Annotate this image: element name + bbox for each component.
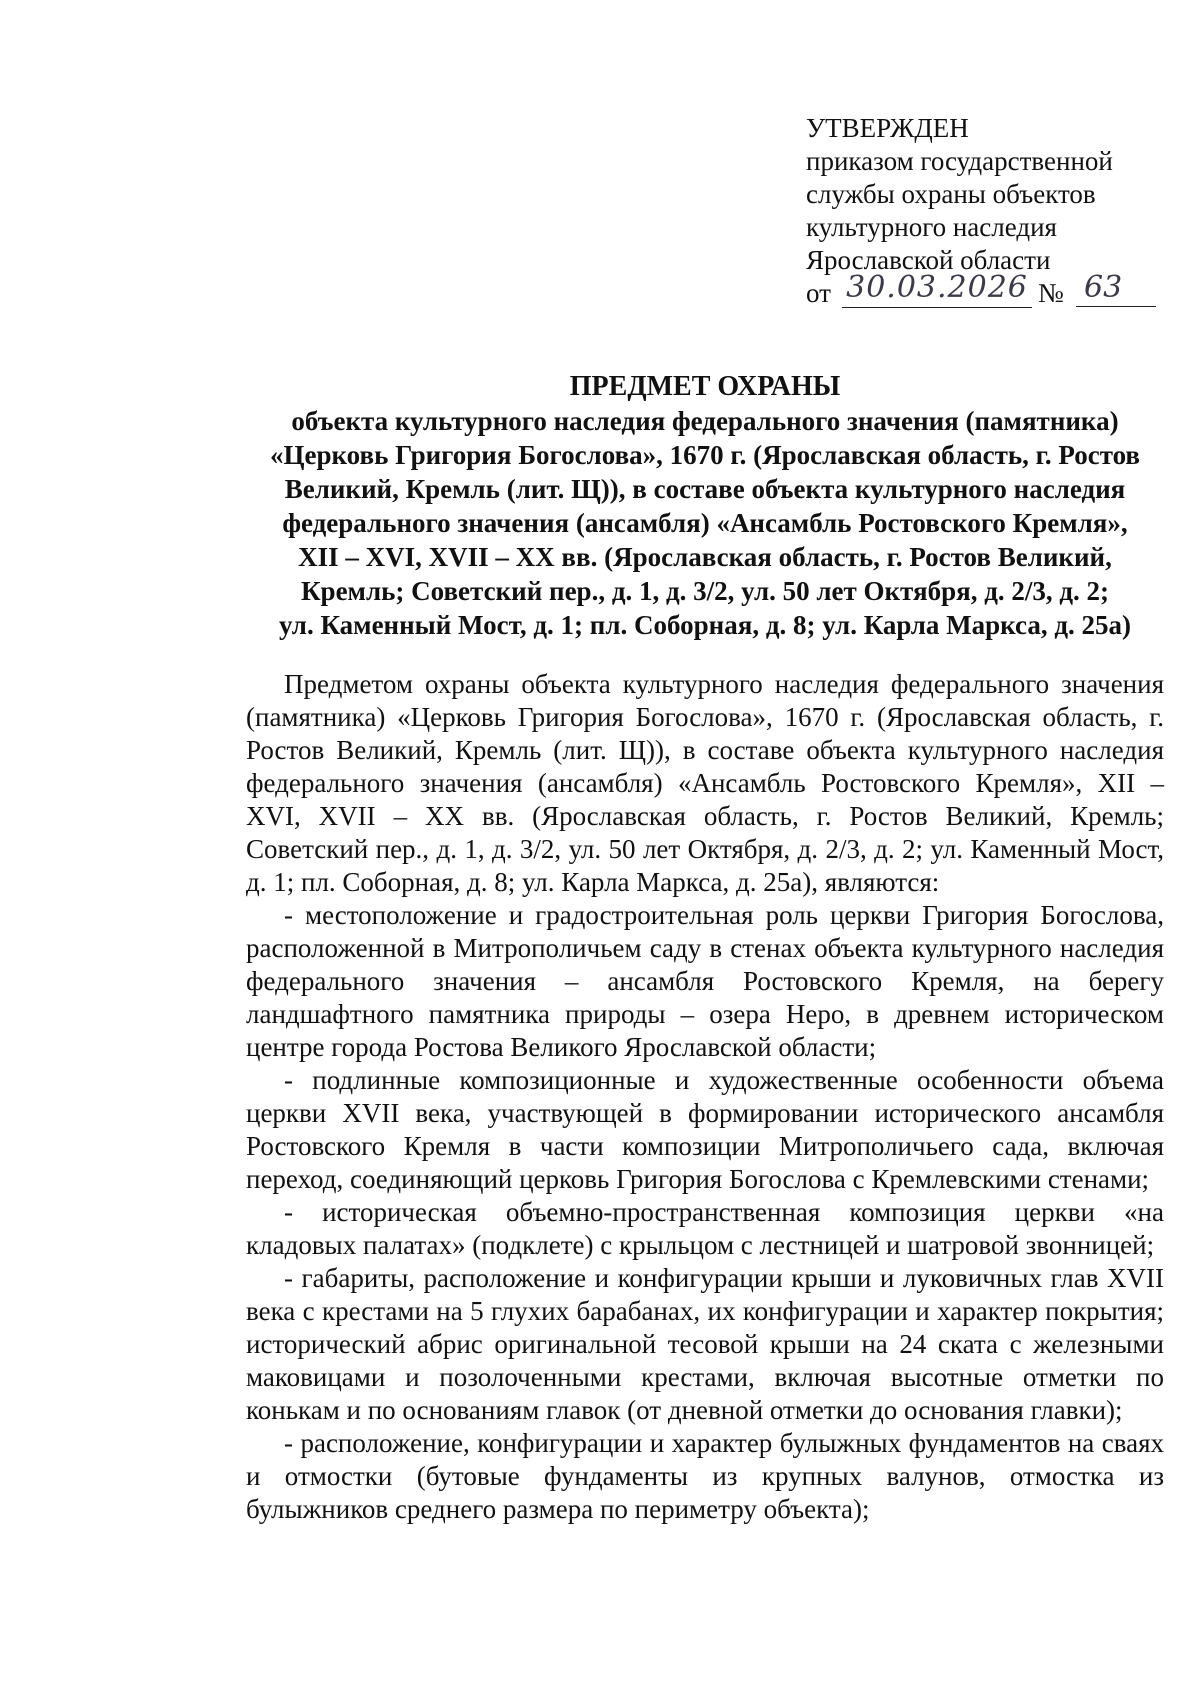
approval-line: Ярославской области [806, 245, 1051, 275]
title-subtitle-line: XII – XVI, XVII – XX вв. (Ярославская область, г. Ростов Великий, [298, 542, 1112, 572]
list-item: - габариты, расположение и конфигурации крыши и луковичных глав XVII века с крестами на 5 глухих барабанах, их конфигурации и характер покрытия; исторический абрис оригинальной тесовой крыши на 24 ската с железными маковицами и позолоченными крестами, включая высотные отметки по конькам и по основаниям главок (от дневной отметки до основания главки); [246, 1263, 1164, 1425]
date-prefix: от [806, 278, 831, 308]
document-title: ПРЕДМЕТ ОХРАНЫ [569, 371, 841, 402]
title-subtitle-line: «Церковь Григория Богослова», 1670 г. (Ярославская область, г. Ростов [269, 440, 1141, 470]
approval-heading: УТВЕРЖДЕН [806, 113, 969, 143]
approval-stamp-block [806, 112, 1146, 313]
approval-line: культурного наследия [806, 212, 1057, 242]
intro-paragraph: Предметом охраны объекта культурного наследия федерального значения (памятника) «Церковь Григория Богослова», 1670 г. (Ярославская область, г. Ростов Великий, Кремль (лит. Щ)), в составе объекта культурного наследия федерального значения (ансамбля) «Ансамбль Ростовского Кремля», XII – XVI, XVII – XX вв. (Ярославская область, г. Ростов Великий, Кремль; Советский пер., д. 1, д. 3/2, ул. 50 лет Октября, д. 2/3, д. 2; ул. Каменный Мост, д. 1; пл. Соборная, д. 8; ул. Карла Маркса, д. 25а), являются: [246, 669, 1164, 897]
list-item: - подлинные композиционные и художественные особенности объема церкви XVII века, участвующей в формировании исторического ансамбля Ростовского Кремля в части композиции Митрополичьего сада, включая переход, соединяющий церковь Григория Богослова с Кремлевскими стенами; [246, 1065, 1164, 1194]
approval-date-line [806, 270, 1146, 313]
title-subtitle-line: федерального значения (ансамбля) «Ансамбль Ростовского Кремля», [282, 508, 1128, 538]
document-title-block [200, 370, 1200, 642]
handwritten-date: 30.03.2026 [842, 271, 1032, 308]
handwritten-order-number: 63 [1076, 271, 1156, 307]
document-body [246, 668, 1164, 1526]
title-subtitle-line: ул. Каменный Мост, д. 1; пл. Соборная, д. 8; ул. Карла Маркса, д. 25а) [278, 610, 1132, 640]
title-subtitle-line: объекта культурного наследия федерального значения (памятника) [291, 406, 1119, 436]
title-subtitle-line: Великий, Кремль (лит. Щ)), в составе объекта культурного наследия [284, 474, 1126, 504]
approval-line: приказом государственной [806, 146, 1113, 176]
title-subtitle-line: Кремль; Советский пер., д. 1, д. 3/2, ул. 50 лет Октября, д. 2/3, д. 2; [300, 576, 1110, 606]
list-item: - местоположение и градостроительная роль церкви Григория Богослова, расположенной в Митрополичьем саду в стенах объекта культурного наследия федерального значения – ансамбля Ростовского Кремля, на берегу ландшафтного памятника природы – озера Неро, в древнем историческом центре города Ростова Великого Ярославской области; [246, 900, 1164, 1062]
list-item: - расположение, конфигурации и характер булыжных фундаментов на сваях и отмостки (бутовые фундаменты из крупных валунов, отмостка из булыжников среднего размера по периметру объекта); [246, 1428, 1164, 1524]
approval-line: службы охраны объектов [806, 179, 1096, 209]
number-label: № [1038, 278, 1064, 308]
list-item: - историческая объемно-пространственная композиция церкви «на кладовых палатах» (подклете) с крыльцом с лестницей и шатровой звонницей; [246, 1197, 1164, 1260]
